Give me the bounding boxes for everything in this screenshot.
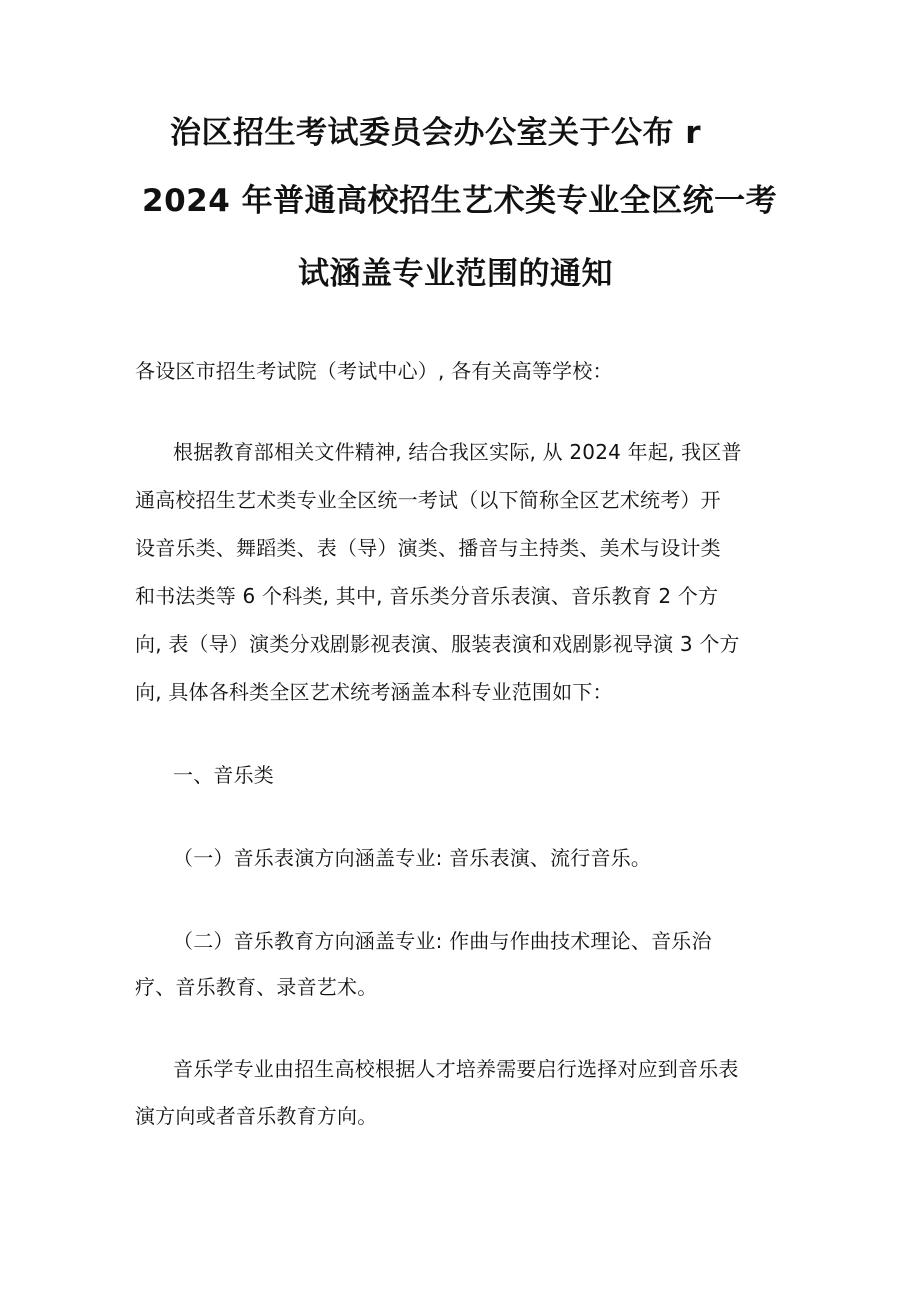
item-music-education-line-2: 疗、音乐教育、录音艺术。	[135, 975, 378, 999]
title-line-3: 试涵盖专业范围的通知	[298, 256, 613, 292]
intro-line-6: 向, 具体各科类全区艺术统考涵盖本科专业范围如下：	[135, 680, 613, 704]
intro-line-3: 设音乐类、舞蹈类、表（导）演类、播音与主持类、美术与设计类	[135, 536, 721, 560]
intro-line-1: 根据教育部相关文件精神, 结合我区实际, 从 2024 年起, 我区普	[173, 440, 742, 464]
intro-line-4: 和书法类等 6 个科类, 其中, 音乐类分音乐表演、音乐教育 2 个方	[135, 584, 719, 608]
note-line-2: 演方向或者音乐教育方向。	[135, 1104, 378, 1128]
intro-line-2: 通高校招生艺术类专业全区统一考试（以下简称全区艺术统考）开	[135, 488, 721, 512]
title-line-2: 2024 年普通高校招生艺术类专业全区统一考	[142, 183, 778, 219]
note-line-1: 音乐学专业由招生高校根据人才培养需要启行选择对应到音乐表	[173, 1057, 739, 1081]
intro-line-5: 向, 表（导）演类分戏剧影视表演、服装表演和戏剧影视导演 3 个方	[135, 632, 740, 656]
item-music-performance: （一）音乐表演方向涵盖专业: 音乐表演、流行音乐。	[173, 846, 652, 870]
section-heading-music: 一、音乐类	[173, 763, 274, 787]
salutation: 各设区市招生考试院（考试中心）, 各有关高等学校：	[135, 359, 613, 383]
title-line-1: 治区招生考试委员会办公室关于公布 r	[170, 115, 702, 151]
item-music-education-line-1: （二）音乐教育方向涵盖专业: 作曲与作曲技术理论、音乐治	[173, 929, 712, 953]
